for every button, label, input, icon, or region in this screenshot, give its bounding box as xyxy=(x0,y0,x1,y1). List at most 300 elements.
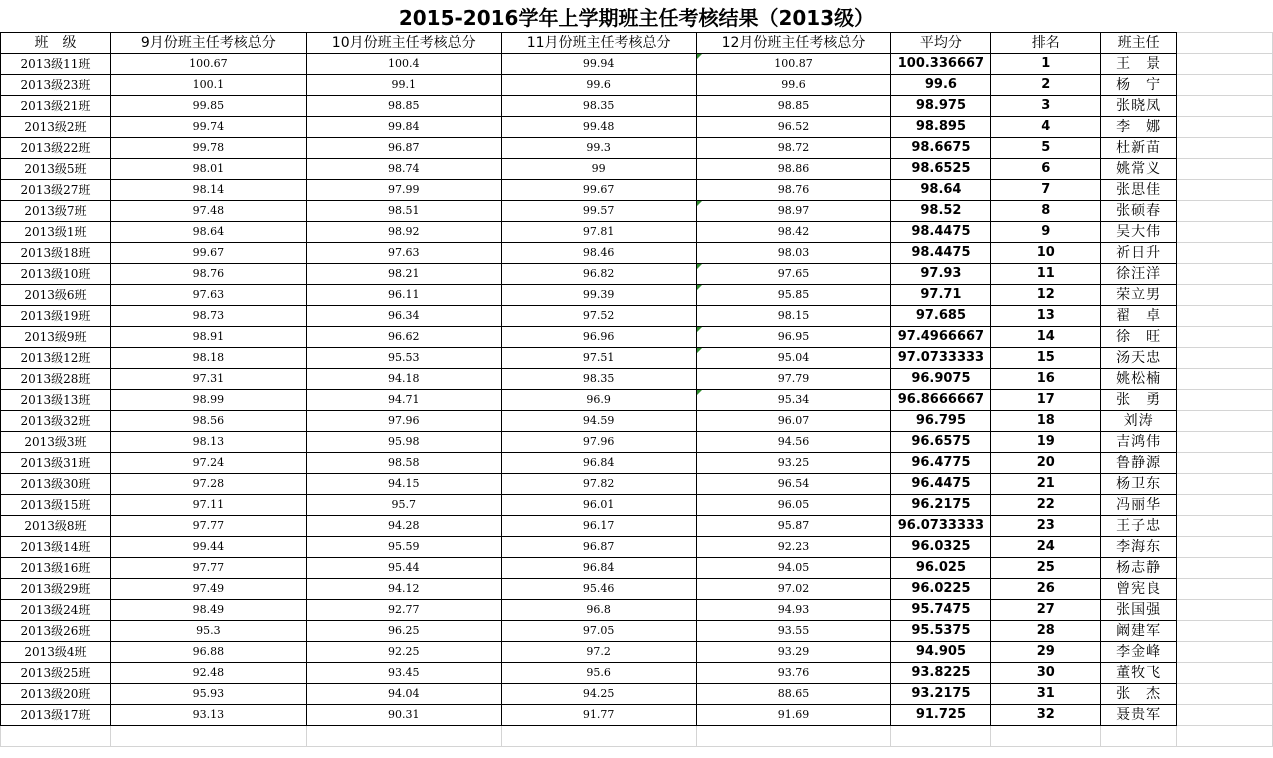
class-cell[interactable] xyxy=(1,516,111,537)
dec-score-cell[interactable] xyxy=(696,243,891,264)
nov-score-cell[interactable] xyxy=(501,558,696,579)
rank-cell[interactable] xyxy=(991,621,1101,642)
dec-score-cell[interactable] xyxy=(696,264,891,285)
oct-score-cell[interactable] xyxy=(306,558,501,579)
sep-score-cell[interactable] xyxy=(110,621,306,642)
oct-score-cell[interactable] xyxy=(306,96,501,117)
class-cell[interactable] xyxy=(1,117,111,138)
nov-score-cell[interactable] xyxy=(501,117,696,138)
average-cell[interactable] xyxy=(891,243,991,264)
dec-score-cell[interactable] xyxy=(696,684,891,705)
rank-cell[interactable] xyxy=(991,474,1101,495)
oct-score-cell[interactable] xyxy=(306,642,501,663)
dec-score-cell[interactable] xyxy=(696,54,891,75)
dec-score-cell[interactable] xyxy=(696,558,891,579)
average-cell[interactable] xyxy=(891,495,991,516)
class-cell[interactable] xyxy=(1,348,111,369)
average-cell[interactable] xyxy=(891,159,991,180)
empty-cell[interactable] xyxy=(696,726,891,747)
dec-score-cell[interactable] xyxy=(696,579,891,600)
teacher-cell[interactable] xyxy=(1101,348,1177,369)
rank-cell[interactable] xyxy=(991,600,1101,621)
header-average[interactable]: 平均分 xyxy=(891,33,991,54)
rank-cell[interactable] xyxy=(991,537,1101,558)
empty-cell[interactable] xyxy=(1177,306,1273,327)
teacher-cell[interactable] xyxy=(1101,264,1177,285)
average-cell[interactable] xyxy=(891,432,991,453)
sep-score-cell[interactable] xyxy=(110,180,306,201)
dec-score-cell[interactable] xyxy=(696,201,891,222)
empty-cell[interactable] xyxy=(1177,138,1273,159)
teacher-cell[interactable] xyxy=(1101,327,1177,348)
teacher-cell[interactable] xyxy=(1101,474,1177,495)
average-cell[interactable] xyxy=(891,684,991,705)
average-cell[interactable] xyxy=(891,264,991,285)
class-cell[interactable] xyxy=(1,600,111,621)
oct-score-cell[interactable] xyxy=(306,75,501,96)
dec-score-cell[interactable] xyxy=(696,159,891,180)
class-cell[interactable] xyxy=(1,327,111,348)
average-cell[interactable] xyxy=(891,474,991,495)
oct-score-cell[interactable] xyxy=(306,516,501,537)
empty-cell[interactable] xyxy=(1177,264,1273,285)
sep-score-cell[interactable] xyxy=(110,348,306,369)
average-cell[interactable] xyxy=(891,642,991,663)
empty-cell[interactable] xyxy=(1177,327,1273,348)
dec-score-cell[interactable] xyxy=(696,600,891,621)
rank-cell[interactable] xyxy=(991,705,1101,726)
rank-cell[interactable] xyxy=(991,327,1101,348)
class-cell[interactable] xyxy=(1,579,111,600)
empty-cell[interactable] xyxy=(306,726,501,747)
class-cell[interactable] xyxy=(1,684,111,705)
class-cell[interactable] xyxy=(1,138,111,159)
sep-score-cell[interactable] xyxy=(110,432,306,453)
nov-score-cell[interactable] xyxy=(501,54,696,75)
teacher-cell[interactable] xyxy=(1101,600,1177,621)
average-cell[interactable] xyxy=(891,579,991,600)
dec-score-cell[interactable] xyxy=(696,516,891,537)
oct-score-cell[interactable] xyxy=(306,495,501,516)
rank-cell[interactable] xyxy=(991,201,1101,222)
empty-cell[interactable] xyxy=(1177,558,1273,579)
sep-score-cell[interactable] xyxy=(110,516,306,537)
rank-cell[interactable] xyxy=(991,159,1101,180)
class-cell[interactable] xyxy=(1,558,111,579)
dec-score-cell[interactable] xyxy=(696,705,891,726)
teacher-cell[interactable] xyxy=(1101,390,1177,411)
sep-score-cell[interactable] xyxy=(110,327,306,348)
dec-score-cell[interactable] xyxy=(696,390,891,411)
average-cell[interactable] xyxy=(891,390,991,411)
class-cell[interactable] xyxy=(1,201,111,222)
nov-score-cell[interactable] xyxy=(501,159,696,180)
empty-cell[interactable] xyxy=(1177,180,1273,201)
sep-score-cell[interactable] xyxy=(110,159,306,180)
oct-score-cell[interactable] xyxy=(306,264,501,285)
class-cell[interactable] xyxy=(1,243,111,264)
dec-score-cell[interactable] xyxy=(696,96,891,117)
empty-cell[interactable] xyxy=(1177,642,1273,663)
oct-score-cell[interactable] xyxy=(306,54,501,75)
dec-score-cell[interactable] xyxy=(696,411,891,432)
nov-score-cell[interactable] xyxy=(501,327,696,348)
header-rank[interactable]: 排名 xyxy=(991,33,1101,54)
sep-score-cell[interactable] xyxy=(110,138,306,159)
oct-score-cell[interactable] xyxy=(306,684,501,705)
nov-score-cell[interactable] xyxy=(501,96,696,117)
dec-score-cell[interactable] xyxy=(696,180,891,201)
teacher-cell[interactable] xyxy=(1101,180,1177,201)
empty-cell[interactable] xyxy=(1177,516,1273,537)
oct-score-cell[interactable] xyxy=(306,117,501,138)
sep-score-cell[interactable] xyxy=(110,222,306,243)
rank-cell[interactable] xyxy=(991,516,1101,537)
oct-score-cell[interactable] xyxy=(306,600,501,621)
dec-score-cell[interactable] xyxy=(696,285,891,306)
sep-score-cell[interactable] xyxy=(110,537,306,558)
teacher-cell[interactable] xyxy=(1101,285,1177,306)
empty-cell[interactable] xyxy=(1177,684,1273,705)
nov-score-cell[interactable] xyxy=(501,285,696,306)
teacher-cell[interactable] xyxy=(1101,75,1177,96)
sep-score-cell[interactable] xyxy=(110,495,306,516)
dec-score-cell[interactable] xyxy=(696,663,891,684)
teacher-cell[interactable] xyxy=(1101,306,1177,327)
class-cell[interactable] xyxy=(1,537,111,558)
nov-score-cell[interactable] xyxy=(501,705,696,726)
sep-score-cell[interactable] xyxy=(110,453,306,474)
empty-cell[interactable] xyxy=(1177,159,1273,180)
nov-score-cell[interactable] xyxy=(501,243,696,264)
dec-score-cell[interactable] xyxy=(696,117,891,138)
sep-score-cell[interactable] xyxy=(110,705,306,726)
sheet-title[interactable]: 2015-2016学年上学期班主任考核结果（2013级） xyxy=(398,6,875,30)
nov-score-cell[interactable] xyxy=(501,306,696,327)
teacher-cell[interactable] xyxy=(1101,369,1177,390)
teacher-cell[interactable] xyxy=(1101,96,1177,117)
class-cell[interactable] xyxy=(1,369,111,390)
nov-score-cell[interactable] xyxy=(501,201,696,222)
rank-cell[interactable] xyxy=(991,117,1101,138)
oct-score-cell[interactable] xyxy=(306,432,501,453)
average-cell[interactable] xyxy=(891,558,991,579)
rank-cell[interactable] xyxy=(991,243,1101,264)
class-cell[interactable] xyxy=(1,474,111,495)
nov-score-cell[interactable] xyxy=(501,537,696,558)
nov-score-cell[interactable] xyxy=(501,495,696,516)
class-cell[interactable] xyxy=(1,180,111,201)
empty-cell[interactable] xyxy=(1177,453,1273,474)
rank-cell[interactable] xyxy=(991,138,1101,159)
rank-cell[interactable] xyxy=(991,285,1101,306)
dec-score-cell[interactable] xyxy=(696,75,891,96)
class-cell[interactable] xyxy=(1,411,111,432)
nov-score-cell[interactable] xyxy=(501,138,696,159)
nov-score-cell[interactable] xyxy=(501,432,696,453)
rank-cell[interactable] xyxy=(991,558,1101,579)
rank-cell[interactable] xyxy=(991,579,1101,600)
empty-cell[interactable] xyxy=(1177,201,1273,222)
teacher-cell[interactable] xyxy=(1101,663,1177,684)
dec-score-cell[interactable] xyxy=(696,495,891,516)
dec-score-cell[interactable] xyxy=(696,369,891,390)
nov-score-cell[interactable] xyxy=(501,579,696,600)
rank-cell[interactable] xyxy=(991,642,1101,663)
empty-cell[interactable] xyxy=(1177,432,1273,453)
oct-score-cell[interactable] xyxy=(306,201,501,222)
nov-score-cell[interactable] xyxy=(501,390,696,411)
average-cell[interactable] xyxy=(891,537,991,558)
class-cell[interactable] xyxy=(1,642,111,663)
class-cell[interactable] xyxy=(1,306,111,327)
sep-score-cell[interactable] xyxy=(110,306,306,327)
sep-score-cell[interactable] xyxy=(110,54,306,75)
rank-cell[interactable] xyxy=(991,411,1101,432)
teacher-cell[interactable] xyxy=(1101,243,1177,264)
teacher-cell[interactable] xyxy=(1101,54,1177,75)
empty-cell[interactable] xyxy=(1177,411,1273,432)
nov-score-cell[interactable] xyxy=(501,474,696,495)
rank-cell[interactable] xyxy=(991,684,1101,705)
sep-score-cell[interactable] xyxy=(110,642,306,663)
sep-score-cell[interactable] xyxy=(110,663,306,684)
empty-cell[interactable] xyxy=(1,726,111,747)
oct-score-cell[interactable] xyxy=(306,348,501,369)
dec-score-cell[interactable] xyxy=(696,621,891,642)
rank-cell[interactable] xyxy=(991,264,1101,285)
dec-score-cell[interactable] xyxy=(696,537,891,558)
average-cell[interactable] xyxy=(891,705,991,726)
rank-cell[interactable] xyxy=(991,348,1101,369)
dec-score-cell[interactable] xyxy=(696,474,891,495)
class-cell[interactable] xyxy=(1,390,111,411)
average-cell[interactable] xyxy=(891,138,991,159)
average-cell[interactable] xyxy=(891,222,991,243)
oct-score-cell[interactable] xyxy=(306,285,501,306)
teacher-cell[interactable] xyxy=(1101,516,1177,537)
average-cell[interactable] xyxy=(891,348,991,369)
sep-score-cell[interactable] xyxy=(110,684,306,705)
rank-cell[interactable] xyxy=(991,495,1101,516)
header-oct-score[interactable]: 10月份班主任考核总分 xyxy=(306,33,501,54)
oct-score-cell[interactable] xyxy=(306,579,501,600)
nov-score-cell[interactable] xyxy=(501,621,696,642)
header-teacher[interactable]: 班主任 xyxy=(1101,33,1177,54)
rank-cell[interactable] xyxy=(991,180,1101,201)
sep-score-cell[interactable] xyxy=(110,201,306,222)
class-cell[interactable] xyxy=(1,621,111,642)
rank-cell[interactable] xyxy=(991,432,1101,453)
oct-score-cell[interactable] xyxy=(306,537,501,558)
rank-cell[interactable] xyxy=(991,369,1101,390)
oct-score-cell[interactable] xyxy=(306,369,501,390)
sep-score-cell[interactable] xyxy=(110,558,306,579)
empty-cell[interactable] xyxy=(501,726,696,747)
dec-score-cell[interactable] xyxy=(696,327,891,348)
average-cell[interactable] xyxy=(891,306,991,327)
rank-cell[interactable] xyxy=(991,306,1101,327)
sep-score-cell[interactable] xyxy=(110,600,306,621)
sep-score-cell[interactable] xyxy=(110,96,306,117)
average-cell[interactable] xyxy=(891,453,991,474)
empty-cell[interactable] xyxy=(1177,600,1273,621)
nov-score-cell[interactable] xyxy=(501,684,696,705)
average-cell[interactable] xyxy=(891,180,991,201)
class-cell[interactable] xyxy=(1,285,111,306)
class-cell[interactable] xyxy=(1,75,111,96)
average-cell[interactable] xyxy=(891,600,991,621)
sep-score-cell[interactable] xyxy=(110,390,306,411)
teacher-cell[interactable] xyxy=(1101,117,1177,138)
oct-score-cell[interactable] xyxy=(306,390,501,411)
average-cell[interactable] xyxy=(891,117,991,138)
empty-cell[interactable] xyxy=(1101,726,1177,747)
sep-score-cell[interactable] xyxy=(110,117,306,138)
average-cell[interactable] xyxy=(891,369,991,390)
empty-cell[interactable] xyxy=(1177,33,1273,54)
rank-cell[interactable] xyxy=(991,75,1101,96)
teacher-cell[interactable] xyxy=(1101,642,1177,663)
nov-score-cell[interactable] xyxy=(501,180,696,201)
dec-score-cell[interactable] xyxy=(696,306,891,327)
rank-cell[interactable] xyxy=(991,54,1101,75)
average-cell[interactable] xyxy=(891,285,991,306)
teacher-cell[interactable] xyxy=(1101,705,1177,726)
oct-score-cell[interactable] xyxy=(306,474,501,495)
dec-score-cell[interactable] xyxy=(696,432,891,453)
empty-cell[interactable] xyxy=(1177,285,1273,306)
empty-cell[interactable] xyxy=(1177,474,1273,495)
header-sep-score[interactable]: 9月份班主任考核总分 xyxy=(110,33,306,54)
sep-score-cell[interactable] xyxy=(110,285,306,306)
empty-cell[interactable] xyxy=(1177,96,1273,117)
class-cell[interactable] xyxy=(1,453,111,474)
empty-cell[interactable] xyxy=(1177,243,1273,264)
empty-cell[interactable] xyxy=(1177,495,1273,516)
class-cell[interactable] xyxy=(1,222,111,243)
teacher-cell[interactable] xyxy=(1101,537,1177,558)
nov-score-cell[interactable] xyxy=(501,663,696,684)
teacher-cell[interactable] xyxy=(1101,495,1177,516)
average-cell[interactable] xyxy=(891,327,991,348)
empty-cell[interactable] xyxy=(1177,75,1273,96)
rank-cell[interactable] xyxy=(991,96,1101,117)
rank-cell[interactable] xyxy=(991,453,1101,474)
oct-score-cell[interactable] xyxy=(306,663,501,684)
teacher-cell[interactable] xyxy=(1101,159,1177,180)
teacher-cell[interactable] xyxy=(1101,453,1177,474)
rank-cell[interactable] xyxy=(991,390,1101,411)
nov-score-cell[interactable] xyxy=(501,75,696,96)
rank-cell[interactable] xyxy=(991,663,1101,684)
dec-score-cell[interactable] xyxy=(696,642,891,663)
average-cell[interactable] xyxy=(891,621,991,642)
oct-score-cell[interactable] xyxy=(306,621,501,642)
teacher-cell[interactable] xyxy=(1101,201,1177,222)
oct-score-cell[interactable] xyxy=(306,411,501,432)
teacher-cell[interactable] xyxy=(1101,684,1177,705)
dec-score-cell[interactable] xyxy=(696,222,891,243)
rank-cell[interactable] xyxy=(991,222,1101,243)
empty-cell[interactable] xyxy=(1177,621,1273,642)
average-cell[interactable] xyxy=(891,54,991,75)
empty-cell[interactable] xyxy=(1177,579,1273,600)
sep-score-cell[interactable] xyxy=(110,474,306,495)
empty-cell[interactable] xyxy=(1177,726,1273,747)
nov-score-cell[interactable] xyxy=(501,348,696,369)
class-cell[interactable] xyxy=(1,495,111,516)
nov-score-cell[interactable] xyxy=(501,453,696,474)
dec-score-cell[interactable] xyxy=(696,453,891,474)
empty-cell[interactable] xyxy=(1177,390,1273,411)
class-cell[interactable] xyxy=(1,705,111,726)
oct-score-cell[interactable] xyxy=(306,180,501,201)
oct-score-cell[interactable] xyxy=(306,159,501,180)
sep-score-cell[interactable] xyxy=(110,243,306,264)
dec-score-cell[interactable] xyxy=(696,138,891,159)
teacher-cell[interactable] xyxy=(1101,558,1177,579)
sep-score-cell[interactable] xyxy=(110,75,306,96)
empty-cell[interactable] xyxy=(991,726,1101,747)
empty-cell[interactable] xyxy=(1177,369,1273,390)
average-cell[interactable] xyxy=(891,516,991,537)
class-cell[interactable] xyxy=(1,432,111,453)
nov-score-cell[interactable] xyxy=(501,411,696,432)
oct-score-cell[interactable] xyxy=(306,306,501,327)
class-cell[interactable] xyxy=(1,54,111,75)
empty-cell[interactable] xyxy=(110,726,306,747)
average-cell[interactable] xyxy=(891,96,991,117)
empty-cell[interactable] xyxy=(1177,663,1273,684)
average-cell[interactable] xyxy=(891,75,991,96)
dec-score-cell[interactable] xyxy=(696,348,891,369)
empty-cell[interactable] xyxy=(1177,117,1273,138)
teacher-cell[interactable] xyxy=(1101,411,1177,432)
sep-score-cell[interactable] xyxy=(110,264,306,285)
sep-score-cell[interactable] xyxy=(110,579,306,600)
average-cell[interactable] xyxy=(891,411,991,432)
class-cell[interactable] xyxy=(1,264,111,285)
header-dec-score[interactable]: 12月份班主任考核总分 xyxy=(696,33,891,54)
teacher-cell[interactable] xyxy=(1101,621,1177,642)
empty-cell[interactable] xyxy=(1177,222,1273,243)
sep-score-cell[interactable] xyxy=(110,369,306,390)
nov-score-cell[interactable] xyxy=(501,369,696,390)
class-cell[interactable] xyxy=(1,96,111,117)
class-cell[interactable] xyxy=(1,663,111,684)
oct-score-cell[interactable] xyxy=(306,222,501,243)
sep-score-cell[interactable] xyxy=(110,411,306,432)
empty-cell[interactable] xyxy=(1177,54,1273,75)
oct-score-cell[interactable] xyxy=(306,243,501,264)
average-cell[interactable] xyxy=(891,663,991,684)
header-class[interactable]: 班 级 xyxy=(1,33,111,54)
nov-score-cell[interactable] xyxy=(501,264,696,285)
header-nov-score[interactable]: 11月份班主任考核总分 xyxy=(501,33,696,54)
teacher-cell[interactable] xyxy=(1101,222,1177,243)
oct-score-cell[interactable] xyxy=(306,138,501,159)
nov-score-cell[interactable] xyxy=(501,222,696,243)
nov-score-cell[interactable] xyxy=(501,600,696,621)
empty-cell[interactable] xyxy=(1177,537,1273,558)
oct-score-cell[interactable] xyxy=(306,453,501,474)
empty-cell[interactable] xyxy=(1177,348,1273,369)
teacher-cell[interactable] xyxy=(1101,579,1177,600)
empty-cell[interactable] xyxy=(1177,705,1273,726)
teacher-cell[interactable] xyxy=(1101,138,1177,159)
oct-score-cell[interactable] xyxy=(306,327,501,348)
